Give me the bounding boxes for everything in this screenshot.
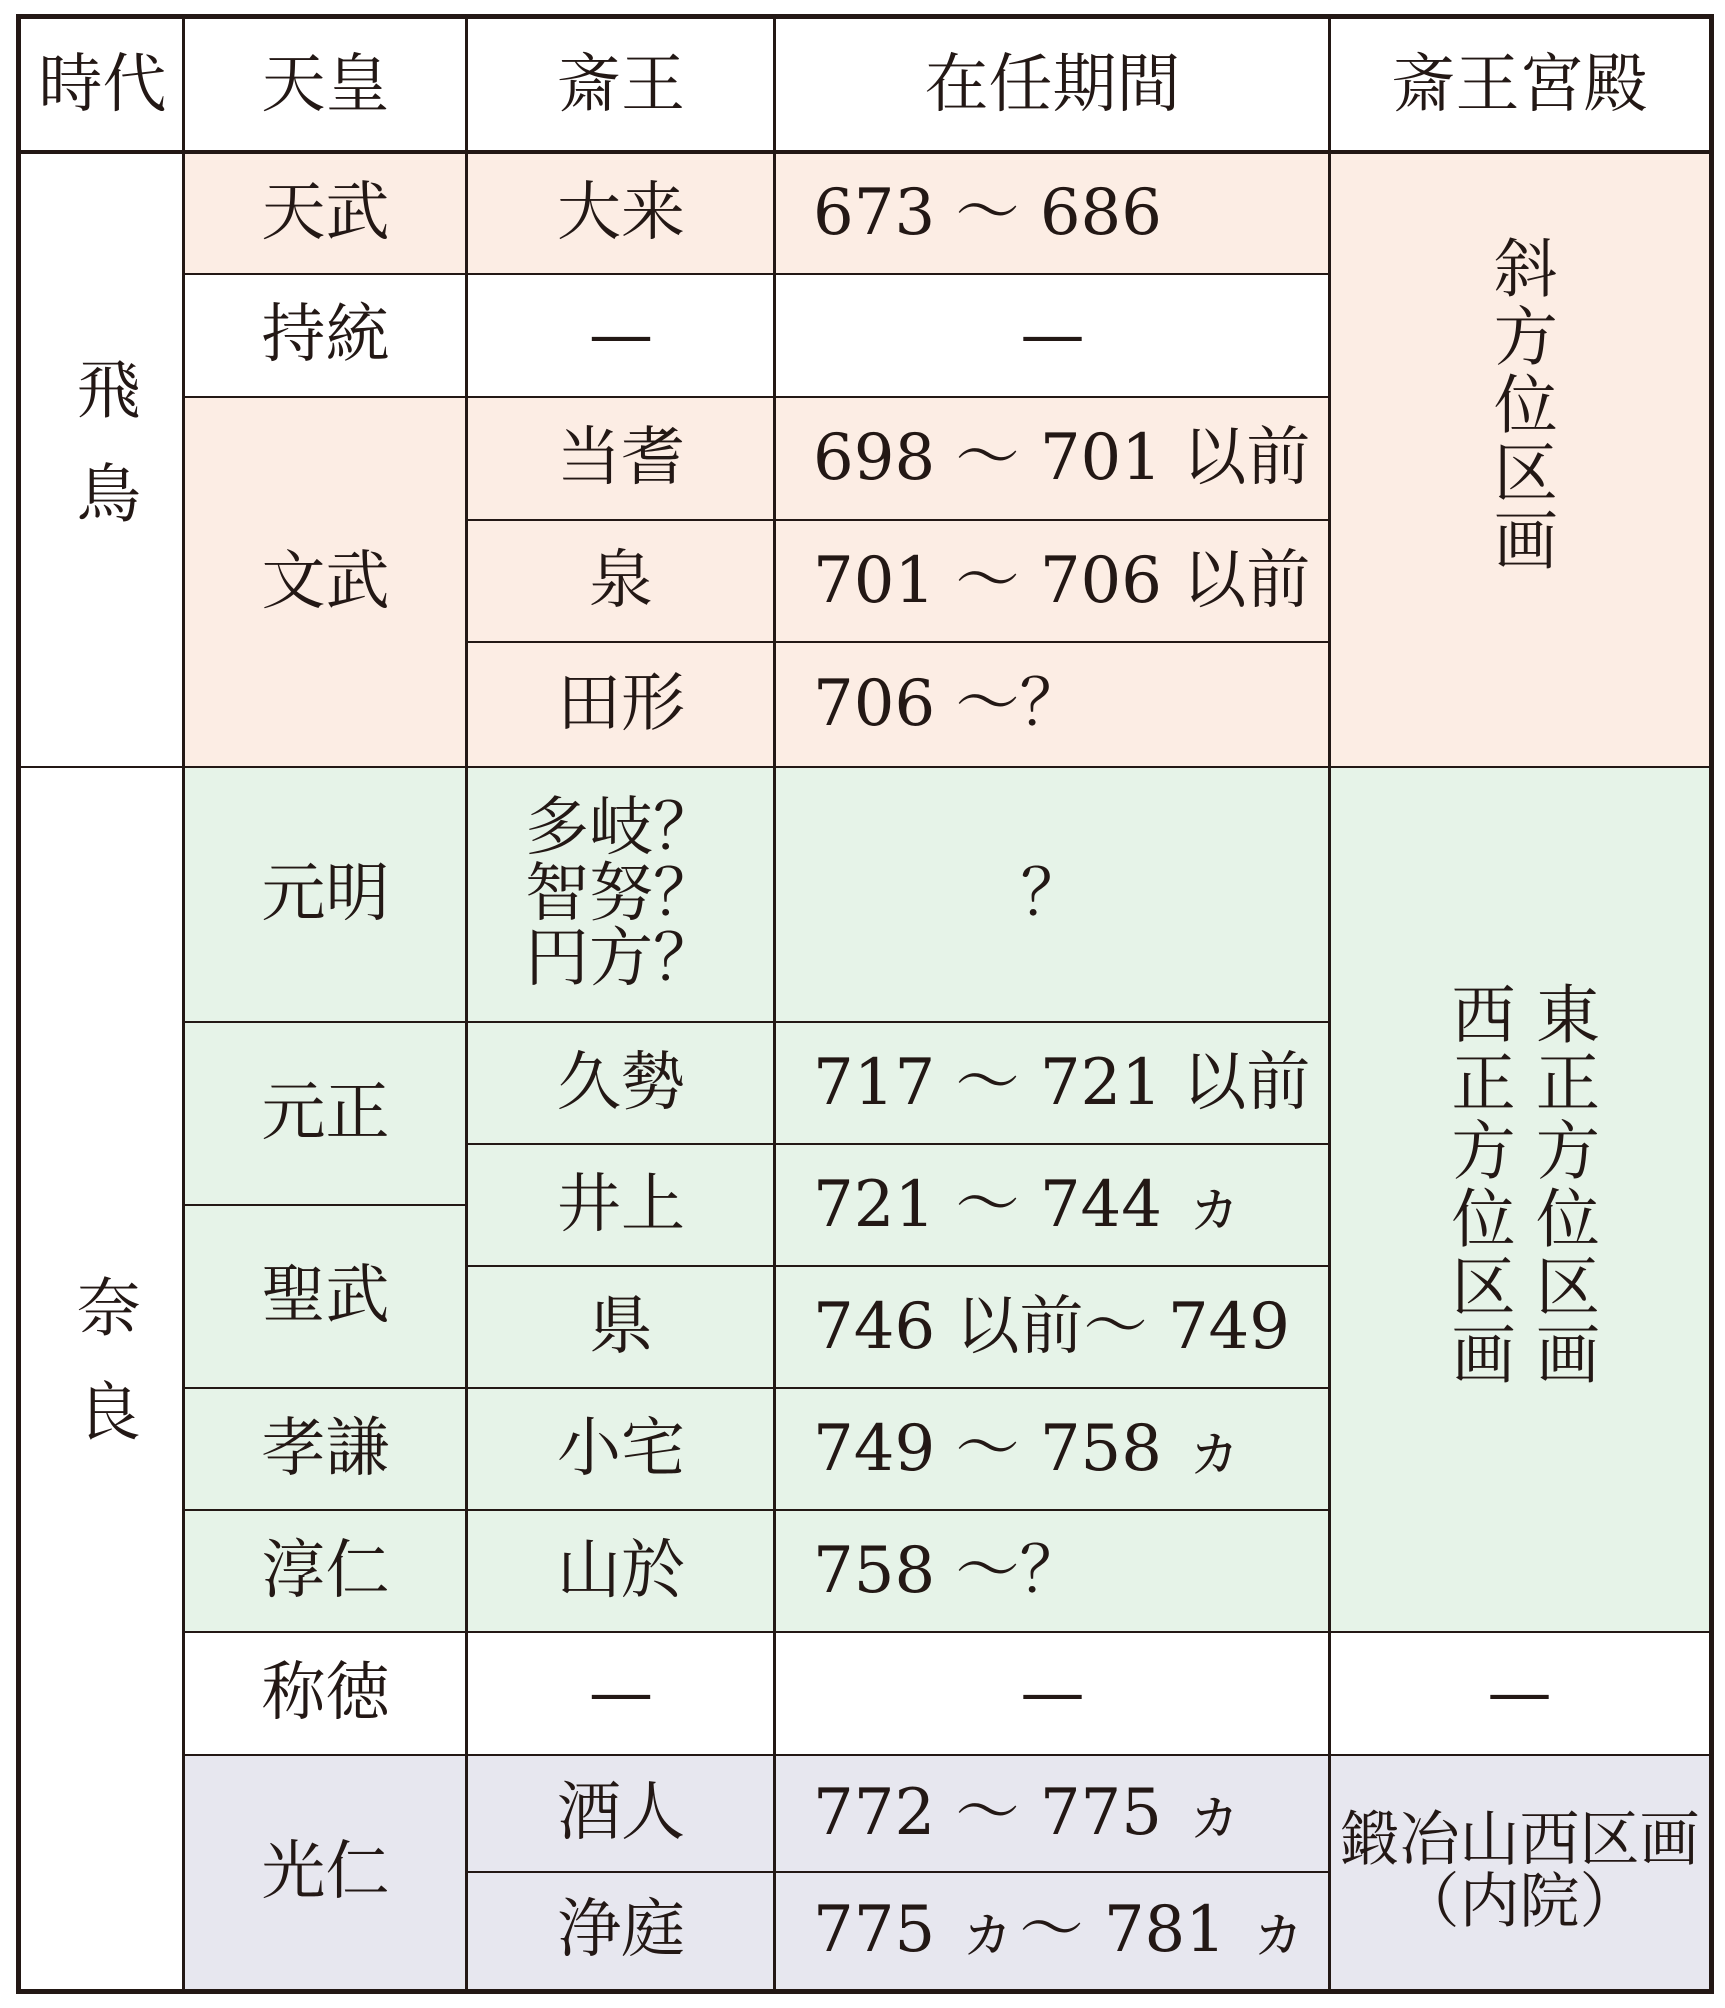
grid-line <box>184 1204 467 1206</box>
header-emperor: 天皇 <box>261 48 390 123</box>
grid-line <box>184 396 1330 398</box>
period-nara-label: 奈良 <box>65 1274 140 1482</box>
term-cell: 717 ～ 721 以前 <box>775 1022 1330 1144</box>
header-term: 在任期間 <box>924 48 1181 123</box>
saio-cell: 田形 <box>467 642 775 767</box>
term-cell: ？ <box>775 767 1330 1022</box>
saio-cell: 井上 <box>467 1144 775 1266</box>
saio-cell: 泉 <box>467 520 775 642</box>
period-nara <box>21 767 184 1989</box>
palace-cell-asuka <box>1330 152 1709 767</box>
emperor-cell: 元明 <box>184 767 467 1022</box>
term-cell: 698 ～ 701 以前 <box>775 397 1330 520</box>
grid-line <box>184 1509 1330 1511</box>
period-asuka <box>21 152 184 767</box>
grid-line <box>184 1021 1330 1023</box>
grid-line <box>182 19 185 1989</box>
emperor-cell: 聖武 <box>184 1205 467 1388</box>
saio-cell: 多岐？ 智努？ 円方？ <box>467 767 775 1022</box>
term-cell: 749 ～ 758 ヵ <box>775 1388 1330 1510</box>
term-cell: 746 以前～ 749 <box>775 1266 1330 1388</box>
emperor-cell: 天武 <box>184 152 467 274</box>
period-asuka-label: 飛鳥 <box>65 355 140 564</box>
grid-line <box>465 19 468 1989</box>
grid-line <box>184 273 1330 275</box>
grid-line <box>184 1387 1330 1389</box>
grid-line <box>467 1265 1330 1267</box>
term-cell: 701 ～ 706 以前 <box>775 520 1330 642</box>
saio-cell: 県 <box>467 1266 775 1388</box>
grid-line <box>467 641 1330 643</box>
emperor-cell: 孝謙 <box>184 1388 467 1510</box>
palace-label: 斜方位区画 <box>1482 234 1557 575</box>
grid-line <box>773 19 776 1989</box>
palace-label: 西正方位区画 <box>1440 980 1515 1389</box>
saio-cell: 当耆 <box>467 397 775 520</box>
header-saio: 斎王 <box>557 48 685 123</box>
grid-line <box>467 1871 1330 1873</box>
saio-cell: — <box>589 298 653 373</box>
saio-cell: 山於 <box>467 1510 775 1632</box>
saio-cell: 久勢 <box>467 1022 775 1144</box>
emperor-cell: 元正 <box>184 1022 467 1205</box>
saio-cell: — <box>589 1656 653 1731</box>
saio-table <box>16 14 1714 1994</box>
term-cell: 758 ～？ <box>775 1510 1330 1632</box>
term-cell: 721 ～ 744 ヵ <box>775 1144 1330 1266</box>
emperor-cell: 称徳 <box>261 1656 390 1731</box>
grid-line <box>184 1754 1709 1756</box>
term-cell: — <box>1020 1656 1085 1731</box>
saio-cell: 浄庭 <box>467 1872 775 1989</box>
saio-cell: 酒人 <box>467 1755 775 1872</box>
header-period: 時代 <box>38 48 167 123</box>
emperor-cell: 持統 <box>261 298 390 373</box>
palace-label: 東正方位区画 <box>1524 980 1599 1389</box>
emperor-cell: 文武 <box>184 397 467 767</box>
grid-line <box>21 766 1709 768</box>
saio-cell: 小宅 <box>467 1388 775 1510</box>
term-cell: — <box>1020 298 1085 373</box>
term-cell: 673 ～ 686 <box>775 152 1330 274</box>
grid-line <box>467 1143 1330 1145</box>
emperor-cell: 淳仁 <box>184 1510 467 1632</box>
term-cell: 706 ～？ <box>775 642 1330 767</box>
header-palace: 斎王宮殿 <box>1391 48 1648 123</box>
grid-line <box>184 1631 1709 1633</box>
term-cell: 772 ～ 775 ヵ <box>775 1755 1330 1872</box>
grid-line <box>21 150 1709 154</box>
emperor-cell: 光仁 <box>184 1755 467 1989</box>
palace-cell: — <box>1487 1656 1552 1731</box>
grid-line <box>467 519 1330 521</box>
palace-cell: 鍛冶山西区画 （内院） <box>1330 1755 1709 1989</box>
saio-cell: 大来 <box>467 152 775 274</box>
palace-cell-nara <box>1330 767 1709 1632</box>
grid-line <box>1328 19 1331 1989</box>
term-cell: 775 ヵ～ 781 ヵ <box>775 1872 1330 1989</box>
